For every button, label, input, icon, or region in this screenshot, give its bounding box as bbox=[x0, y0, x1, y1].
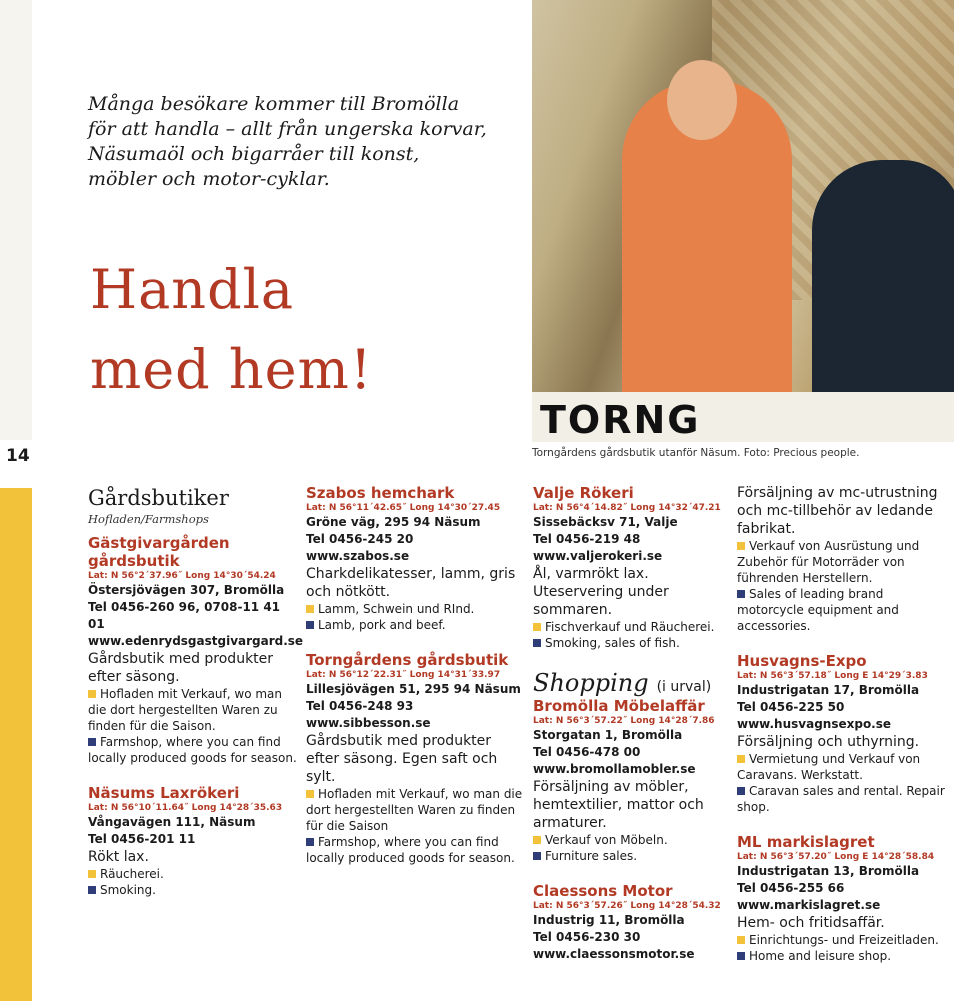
entry-name: Valje Rökeri bbox=[533, 484, 634, 502]
entry-coords: Lat: N 56°3´57.26˝ Long 14°28´54.32 bbox=[533, 901, 721, 911]
entry-en: Farmshop, where you can find locally produced goods for season. bbox=[306, 835, 515, 865]
entry-name: Näsums Laxrökeri bbox=[88, 784, 240, 802]
entry-address: Industrig 11, Bromölla bbox=[533, 913, 685, 927]
entry-coords: Lat: N 56°3´57.20˝ Long E 14°28´58.84 bbox=[737, 852, 935, 862]
entry-de: Vermietung und Verkauf von Caravans. Werkstatt. bbox=[737, 752, 921, 782]
entry-web-link[interactable]: www.husvagnsexpo.se bbox=[737, 717, 892, 731]
entry-coords: Lat: N 56°2´37.96˝ Long 14°30´54.24 bbox=[88, 571, 276, 581]
entry-address: Industrigatan 13, Bromölla bbox=[737, 864, 920, 878]
entry-desc: Försäljning av möbler, hemtextilier, mattor och armaturer. bbox=[533, 779, 704, 831]
entry-address: Vångavägen 111, Näsum bbox=[88, 815, 256, 829]
entry-coords: Lat: N 56°12´22.31˝ Long 14°31´33.97 bbox=[306, 670, 501, 680]
square-bullet-icon bbox=[533, 852, 541, 860]
entry-en: Lamb, pork and beef. bbox=[306, 617, 526, 633]
entry-web-link[interactable]: www.markislagret.se bbox=[737, 898, 881, 912]
sidebar-yellow-band bbox=[0, 488, 32, 1001]
entry-address: Lillesjövägen 51, 295 94 Näsum bbox=[306, 682, 521, 696]
square-bullet-icon bbox=[306, 790, 314, 798]
intro-text: Många besökare kommer till Bromölla för att handla – allt från ungerska korvar, Näsumaöl och bigarråer till konst, möbler och motor-cyklar. bbox=[88, 93, 487, 190]
square-bullet-icon bbox=[737, 755, 745, 763]
entry-en: Smoking. bbox=[88, 882, 298, 898]
entry-web-link[interactable]: www.edenrydsgastgivargard.se bbox=[88, 634, 304, 648]
entry-de: Verkauf von Möbeln. bbox=[533, 832, 733, 848]
column-3 bbox=[533, 484, 733, 981]
entry-coords: Lat: N 56°3´57.18˝ Long E 14°29´3.83 bbox=[737, 671, 928, 681]
section-subtitle: Hofladen/Farmshops bbox=[88, 512, 209, 526]
entry-de: Fischverkauf und Räucherei. bbox=[533, 619, 733, 635]
square-bullet-icon bbox=[88, 870, 96, 878]
sidebar-top-band bbox=[0, 0, 32, 440]
entry-desc: Försäljning och uthyrning. bbox=[737, 734, 920, 750]
entry-gastgivargarden bbox=[88, 534, 304, 766]
entry-desc: Gårdsbutik med produkter efter säsong. Egen saft och sylt. bbox=[306, 733, 498, 785]
square-bullet-icon bbox=[306, 838, 314, 846]
entry-phone: Tel 0456-219 48 bbox=[533, 532, 641, 546]
title-line-1: Handla bbox=[90, 258, 295, 321]
entry-name: Gästgivargården gårdsbutik bbox=[88, 534, 230, 570]
photo-caption: Torngårdens gårdsbutik utanför Näsum. Foto: Precious people. bbox=[532, 447, 860, 459]
entry-de: Verkauf von Ausrüstung und Zubehör für Motorräder von führenden Herstellern. bbox=[737, 539, 920, 585]
entry-address: Storgatan 1, Bromölla bbox=[533, 728, 683, 742]
entry-coords: Lat: N 56°4´14.82˝ Long 14°32´47.21 bbox=[533, 503, 721, 513]
entry-name: Torngårdens gårdsbutik bbox=[306, 651, 509, 669]
square-bullet-icon bbox=[533, 639, 541, 647]
entry-phone: Tel 0456-225 50 bbox=[737, 700, 845, 714]
entry-en: Furniture sales. bbox=[533, 848, 733, 864]
shopping-heading bbox=[533, 669, 733, 697]
shopping-subtitle: (i urval) bbox=[656, 679, 712, 695]
entry-desc: Gårdsbutik med produkter efter säsong. bbox=[88, 651, 274, 685]
shopping-title: Shopping bbox=[533, 669, 649, 697]
shop-photo bbox=[532, 0, 954, 442]
entry-en: Sales of leading brand motorcycle equipment and accessories. bbox=[737, 587, 899, 633]
square-bullet-icon bbox=[306, 621, 314, 629]
entry-address: Gröne väg, 295 94 Näsum bbox=[306, 515, 481, 529]
entry-desc: Rökt lax. bbox=[88, 849, 149, 865]
entry-coords: Lat: N 56°11´42.65˝ Long 14°30´27.45 bbox=[306, 503, 501, 513]
square-bullet-icon bbox=[88, 690, 96, 698]
square-bullet-icon bbox=[533, 623, 541, 631]
entry-desc: Hem- och fritidsaffär. bbox=[737, 915, 885, 931]
entry-desc: Försäljning av mc-utrustning och mc-tillbehör av ledande fabrikat. bbox=[737, 485, 938, 537]
entry-de: Hofladen mit Verkauf, wo man die dort hergestellten Waren zu finden für die Saison. bbox=[88, 687, 283, 733]
entry-web-link[interactable]: www.sibbesson.se bbox=[306, 716, 431, 730]
entry-phone: Tel 0456-230 30 bbox=[533, 930, 641, 944]
entry-web-link[interactable]: www.bromollamobler.se bbox=[533, 762, 696, 776]
entry-desc: Charkdelikatesser, lamm, gris och nötkött. bbox=[306, 566, 516, 600]
square-bullet-icon bbox=[737, 952, 745, 960]
entry-de: Lamm, Schwein und RInd. bbox=[306, 601, 526, 617]
page-title bbox=[90, 250, 373, 410]
entry-valje bbox=[533, 484, 733, 651]
entry-torngarden bbox=[306, 651, 526, 866]
entry-phone: Tel 0456-478 00 bbox=[533, 745, 641, 759]
entry-husvagns bbox=[737, 652, 952, 815]
entry-web-link[interactable]: www.szabos.se bbox=[306, 549, 410, 563]
entry-coords: Lat: N 56°3´57.22˝ Long 14°28´7.86 bbox=[533, 716, 715, 726]
entry-name: ML markislagret bbox=[737, 833, 875, 851]
entry-en: Home and leisure shop. bbox=[737, 948, 952, 964]
photo-sign-text: TORNG bbox=[540, 398, 701, 442]
section-title: Gårdsbutiker bbox=[88, 486, 229, 510]
entry-de: Einrichtungs- und Freizeitladen. bbox=[737, 932, 952, 948]
photo-woman-head bbox=[667, 60, 737, 140]
entry-phone: Tel 0456-260 96, 0708-11 41 01 bbox=[88, 600, 281, 631]
entry-szabos bbox=[306, 484, 526, 633]
entry-nasums bbox=[88, 784, 298, 898]
entry-en: Farmshop, where you can find locally produced goods for season. bbox=[88, 735, 297, 765]
entry-phone: Tel 0456-248 93 bbox=[306, 699, 414, 713]
square-bullet-icon bbox=[737, 542, 745, 550]
entry-name: Szabos hemchark bbox=[306, 484, 455, 502]
square-bullet-icon bbox=[88, 738, 96, 746]
entry-phone: Tel 0456-255 66 bbox=[737, 881, 845, 895]
entry-en: Smoking, sales of fish. bbox=[533, 635, 733, 651]
square-bullet-icon bbox=[306, 605, 314, 613]
entry-address: Sissebäcksv 71, Valje bbox=[533, 515, 678, 529]
entry-de: Räucherei. bbox=[88, 866, 298, 882]
entry-phone: Tel 0456-245 20 bbox=[306, 532, 414, 546]
column-2 bbox=[306, 484, 526, 884]
square-bullet-icon bbox=[88, 886, 96, 894]
column-1 bbox=[88, 484, 304, 916]
entry-ml bbox=[737, 833, 952, 964]
entry-motor-desc bbox=[737, 484, 952, 634]
column-4 bbox=[737, 484, 952, 982]
square-bullet-icon bbox=[737, 936, 745, 944]
square-bullet-icon bbox=[737, 787, 745, 795]
entry-web-link[interactable]: www.claessonsmotor.se bbox=[533, 947, 695, 961]
entry-name: Bromölla Möbelaffär bbox=[533, 697, 705, 715]
entry-claessons bbox=[533, 882, 733, 963]
page-number: 14 bbox=[6, 446, 30, 466]
entry-name: Claessons Motor bbox=[533, 882, 673, 900]
entry-name: Husvagns-Expo bbox=[737, 652, 867, 670]
square-bullet-icon bbox=[533, 836, 541, 844]
entry-en: Caravan sales and rental. Repair shop. bbox=[737, 784, 945, 814]
entry-address: Industrigatan 17, Bromölla bbox=[737, 683, 920, 697]
entry-de: Hofladen mit Verkauf, wo man die dort hergestellten Waren zu finden für die Saison bbox=[306, 787, 523, 833]
entry-web-link[interactable]: www.valjerokeri.se bbox=[533, 549, 663, 563]
entry-coords: Lat: N 56°10´11.64˝ Long 14°28´35.63 bbox=[88, 803, 283, 813]
square-bullet-icon bbox=[737, 590, 745, 598]
entry-phone: Tel 0456-201 11 bbox=[88, 832, 196, 846]
entry-desc: Ål, varmrökt lax. Uteservering under sommaren. bbox=[533, 566, 669, 618]
entry-bromolla-mobel bbox=[533, 697, 733, 864]
entry-address: Östersjövägen 307, Bromölla bbox=[88, 583, 285, 597]
title-line-2: med hem! bbox=[90, 338, 373, 401]
